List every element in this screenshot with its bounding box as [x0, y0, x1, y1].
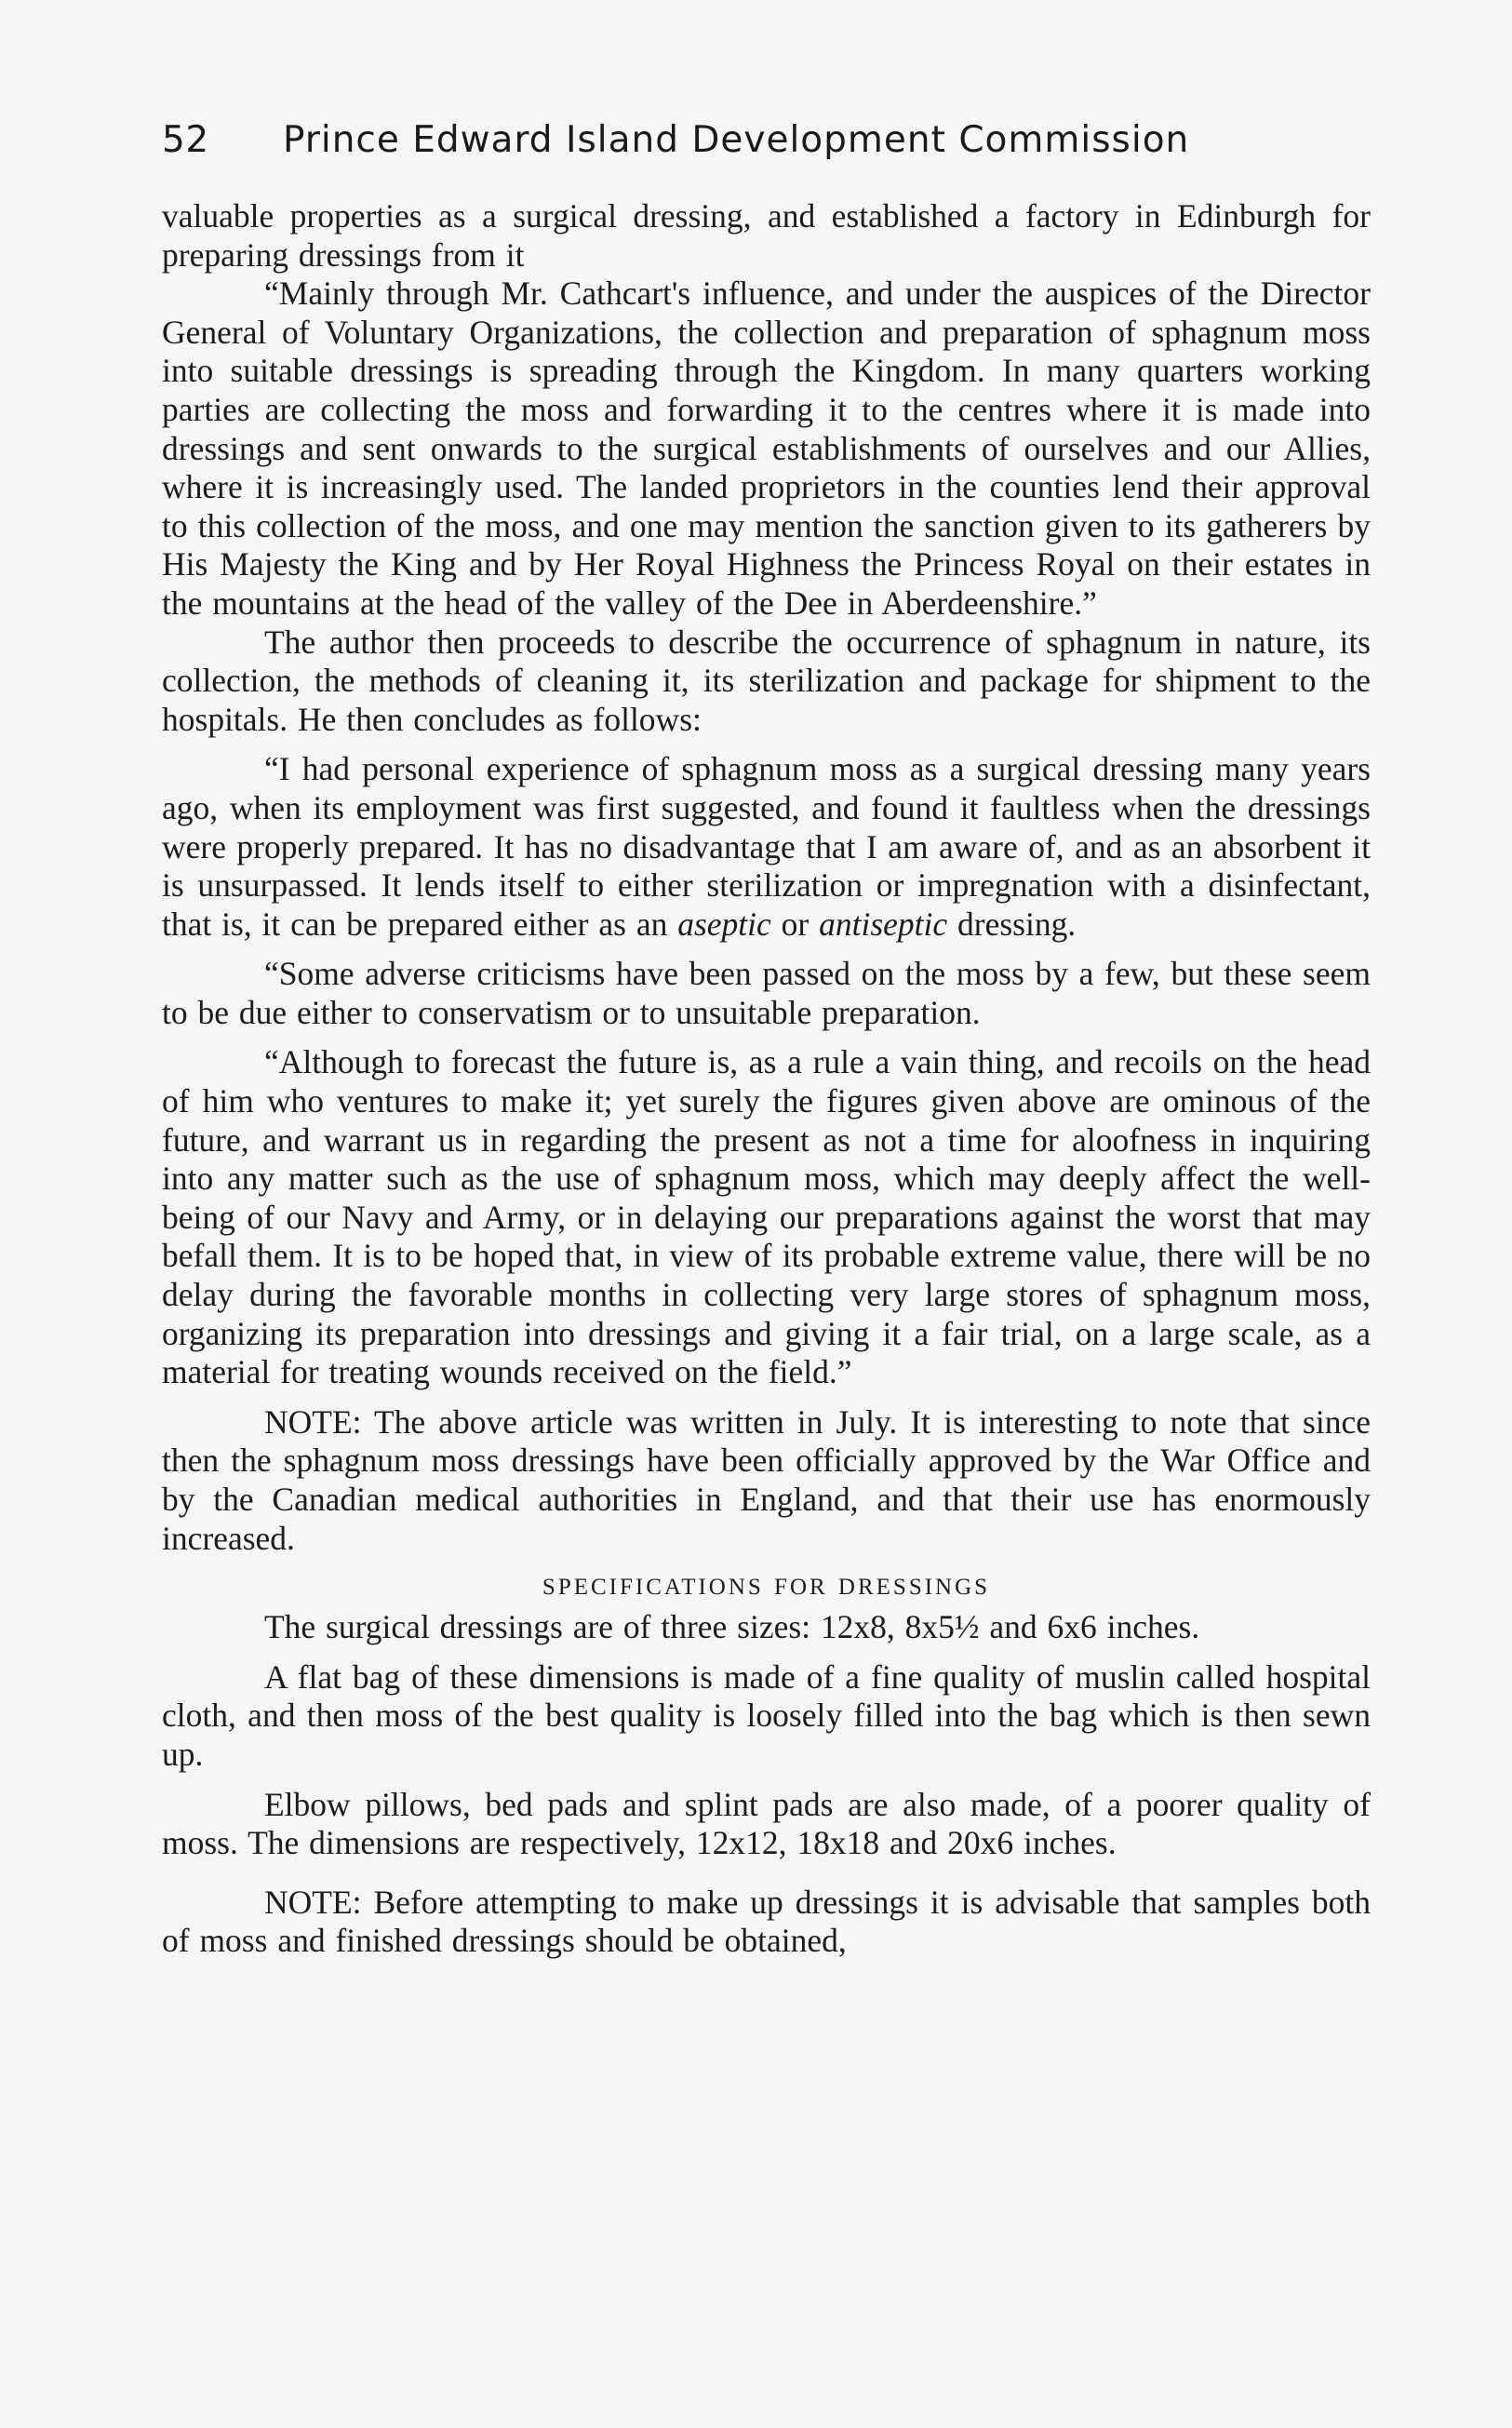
note-paragraph-samples: NOTE: Before attempting to make up dressings it is advisable that samples both of moss and finished dressings should be obtained,	[162, 1883, 1371, 1960]
paragraph-forecast: “Although to forecast the future is, as a rule a vain thing, and recoils on the head of him who ventures to make it; yet surely the figures given above are ominous of the future, and warrant us in regarding the present as not a time for aloofness in inquiring into any matter such as the use of sphagnum moss, which may deeply affect the well-being of our Navy and Army, or in delaying our preparations against the worst that may befall them. It is to be hoped that, in view of its probable extreme value, there will be no delay during the favorable months in collecting very large stores of sphagnum moss, organizing its preparation into dressings and giving it a fair trial, on a large scale, as a material for treating wounds received on the field.”	[162, 1043, 1371, 1391]
paragraph-sizes: The surgical dressings are of three sizes: 12x8, 8x5½ and 6x6 inches.	[264, 1608, 1200, 1646]
paragraph-text: dressing.	[957, 905, 1077, 943]
paragraph-text: “I had personal experience of sphagnum moss as a surgical dressing many years ago, when its employment was first suggested, and found it faultless when the dressings were properly prepared. It has no disadvantage that I am aware of, and as an absorbent it is unsurpassed. It lends itself to either sterilization or impregnation with a disinfectant, that is, it can be prepared either as an	[162, 750, 1371, 943]
paragraph-criticisms: “Some adverse criticisms have been passed on the moss by a few, but these seem to be due either to conservatism or to unsuitable preparation.	[162, 955, 1371, 1031]
running-head	[162, 119, 1371, 177]
paragraph-quote-cathcart: “Mainly through Mr. Cathcart's influence, and under the auspices of the Director General of Voluntary Organizations, the collection and preparation of sphagnum moss into suitable dressings is spreading through the Kingdom. In many quarters working parties are collecting the moss and forwarding it to the centres where it is made into dressings and sent onwards to the surgical establishments of ourselves and our Allies, where it is increasingly used. The landed proprietors in the counties lend their approval to this collection of the moss, and one may mention the sanction given to its gatherers by His Majesty the King and by Her Royal Highness the Princess Royal on their estates in the mountains at the head of the valley of the Dee in Aberdeenshire.”	[162, 275, 1371, 622]
paragraph-text: or	[781, 905, 810, 943]
note-paragraph: NOTE: The above article was written in July. It is interesting to note that since then the sphagnum moss dressings have been officially approved by the War Office and by the Canadian medical authorities in England, and that their use has enormously increased.	[162, 1402, 1371, 1557]
paragraph-pillows: Elbow pillows, bed pads and splint pads are also made, of a poorer quality of moss. The dimensions are respectively, 12x12, 18x18 and 20x6 inches.	[162, 1785, 1371, 1862]
italic-term-aseptic: aseptic	[677, 905, 771, 943]
section-heading: SPECIFICATIONS FOR DRESSINGS	[542, 1575, 991, 1601]
paragraph-continuation: valuable properties as a surgical dressing, and established a factory in Edinburgh for preparing dressings from it	[162, 197, 1371, 274]
paragraph-personal-experience	[162, 750, 1371, 944]
body-text	[162, 197, 1371, 1961]
running-title: Prince Edward Island Development Commission	[283, 119, 1190, 161]
paragraph-flat-bag: A flat bag of these dimensions is made of a fine quality of muslin called hospital cloth, and then moss of the best quality is loosely filled into the bag which is then sewn up.	[162, 1657, 1371, 1773]
italic-term-antiseptic: antiseptic	[819, 905, 948, 943]
page-number: 52	[162, 119, 209, 161]
paragraph-author-summary: The author then proceeds to describe the occurrence of sphagnum in nature, its collection, the methods of cleaning it, its sterilization and package for shipment to the hospitals. He then concludes as follows:	[162, 623, 1371, 738]
